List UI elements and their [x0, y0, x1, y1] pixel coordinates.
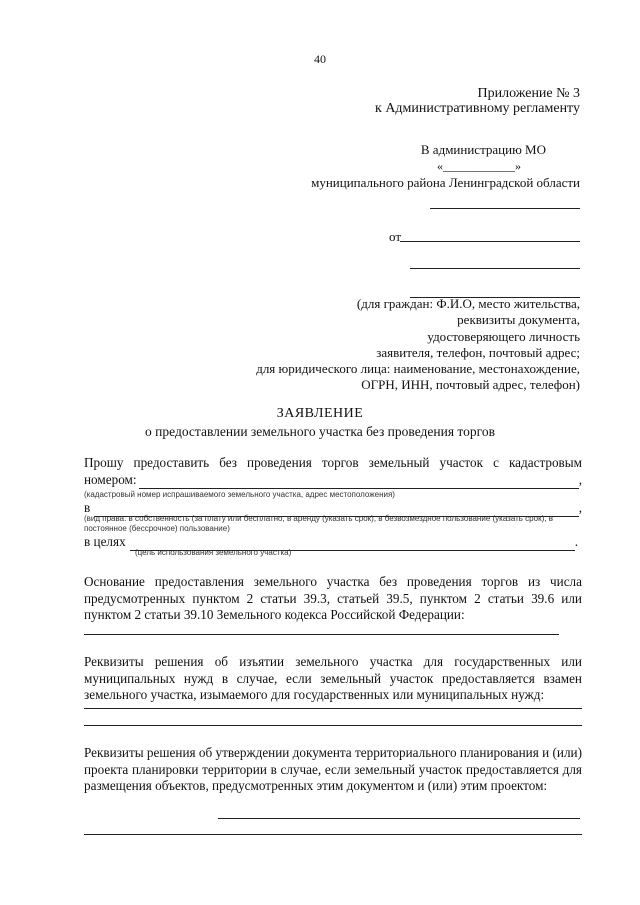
applicant-field-3[interactable]	[410, 268, 580, 269]
applicant-hint-line: (для граждан: Ф.И.О, место жительства,	[356, 296, 580, 311]
appendix-title: Приложение № 3	[477, 86, 580, 101]
request-number-row	[84, 472, 582, 489]
addressee-line-3: муниципального района Ленинградской области	[311, 175, 580, 190]
document-subtitle: о предоставлении земельного участка без проведения торгов	[145, 424, 495, 439]
from-label: от	[389, 229, 402, 244]
applicant-hint-line: реквизиты документа,	[457, 312, 580, 328]
seizure-paragraph: Реквизиты решения об изъятии земельного участка для государственных или муниципальных нужд в случае, если земельный участок предоставляется взамен земельного участка, изымаемого для государственных или муниципальных нужд:	[84, 654, 582, 702]
applicant-hint-line: заявителя, телефон, почтовый адрес;	[376, 344, 580, 360]
applicant-hint-line: удостоверяющего личность	[427, 328, 580, 344]
planning-paragraph: Реквизиты решения об утверждении документа территориального планирования и (или) проекта планировки территории в случае, если земельный участок предоставляется для размещения объектов, предусмотренных этим документом и (или) этим проектом:	[84, 745, 582, 793]
period-mark: .	[574, 534, 578, 549]
cadastral-number-field[interactable]	[139, 476, 579, 489]
addressee-line-1: В администрацию МО	[420, 142, 546, 157]
seizure-field-1[interactable]	[84, 708, 582, 709]
grounds-paragraph: Основание предоставления земельного участка без проведения торгов из числа предусмотренных пунктом 2 статьи 39.3, статьей 39.5, пунктом 2 статьи 39.6 или пунктом 2 статьи 39.10 Земельного кодекса Российской Федерации:	[84, 574, 582, 622]
page-number: 40	[314, 52, 326, 66]
applicant-field-1[interactable]	[430, 208, 580, 209]
cadastral-number-label: номером:	[84, 472, 137, 487]
applicant-field-2[interactable]	[400, 241, 580, 242]
planning-field-2[interactable]	[84, 834, 582, 835]
document-title: ЗАЯВЛЕНИЕ	[276, 406, 364, 421]
right-type-hint: (вид права: в собственность (за плату или бесплатно, в аренду (указать срок), в безвозмездное пользование (указать срок), в постоянное (бессрочное) пользование)	[84, 514, 553, 533]
comma-mark: ,	[578, 500, 582, 515]
grounds-field[interactable]	[84, 634, 559, 635]
seizure-field-2[interactable]	[84, 725, 582, 726]
purpose-hint: (цель использования земельного участка)	[135, 548, 292, 557]
purpose-label: в целях	[84, 534, 126, 549]
comma-mark: ,	[578, 472, 582, 487]
applicant-hint-line: для юридического лица: наименование, местонахождение,	[256, 361, 580, 377]
cadastral-number-hint: (кадастровый номер испрашиваемого земельного участка, адрес местоположения)	[84, 490, 395, 499]
right-type-label: в	[84, 500, 91, 515]
applicant-hint-line: ОГРН, ИНН, почтовый адрес, телефон)	[361, 377, 580, 393]
applicant-hint	[256, 296, 580, 394]
planning-field-inline[interactable]	[218, 818, 580, 819]
appendix-reference: к Административному регламенту	[375, 101, 580, 116]
addressee-line-2: «____________»	[437, 159, 521, 173]
request-intro: Прошу предоставить без проведения торгов земельный участок с кадастровым	[84, 455, 582, 470]
